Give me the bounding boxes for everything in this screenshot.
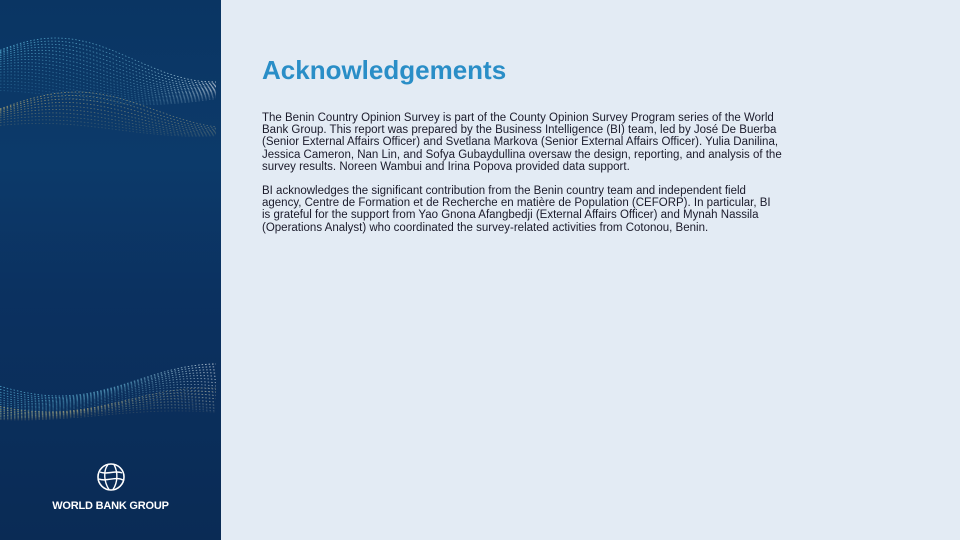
brand-name: WORLD BANK GROUP <box>52 500 169 512</box>
world-bank-logo <box>0 462 221 512</box>
main-content <box>262 50 782 234</box>
sidebar-panel <box>0 0 221 540</box>
page-title: Acknowledgements <box>262 55 507 85</box>
paragraph-2: BI acknowledges the significant contribution from the Benin country team and independent field agency, Centre de Formation et de Recherche en matière de Population (CEFORP). In particular, BI is grateful for the support from Yao Gnona Afangbedji (External Affairs Officer) and Mynah Nassila (Operations Analyst) who coordinated the survey-related activities from Cotonou, Benin. <box>262 185 771 234</box>
decorative-wave-graphic <box>0 0 221 540</box>
paragraph-1: The Benin Country Opinion Survey is part of the County Opinion Survey Program series of the World Bank Group. This report was prepared by the Business Intelligence (BI) team, led by José De Buerba (Senior External Affairs Officer) and Svetlana Markova (Senior External Affairs Officer). Yulia Danilina, Jessica Cameron, Nan Lin, and Sofya Gubaydullina oversaw the design, reporting, and analysis of the survey results. Noreen Wambui and Irina Popova provided data support. <box>262 112 782 173</box>
globe-icon <box>96 462 126 492</box>
